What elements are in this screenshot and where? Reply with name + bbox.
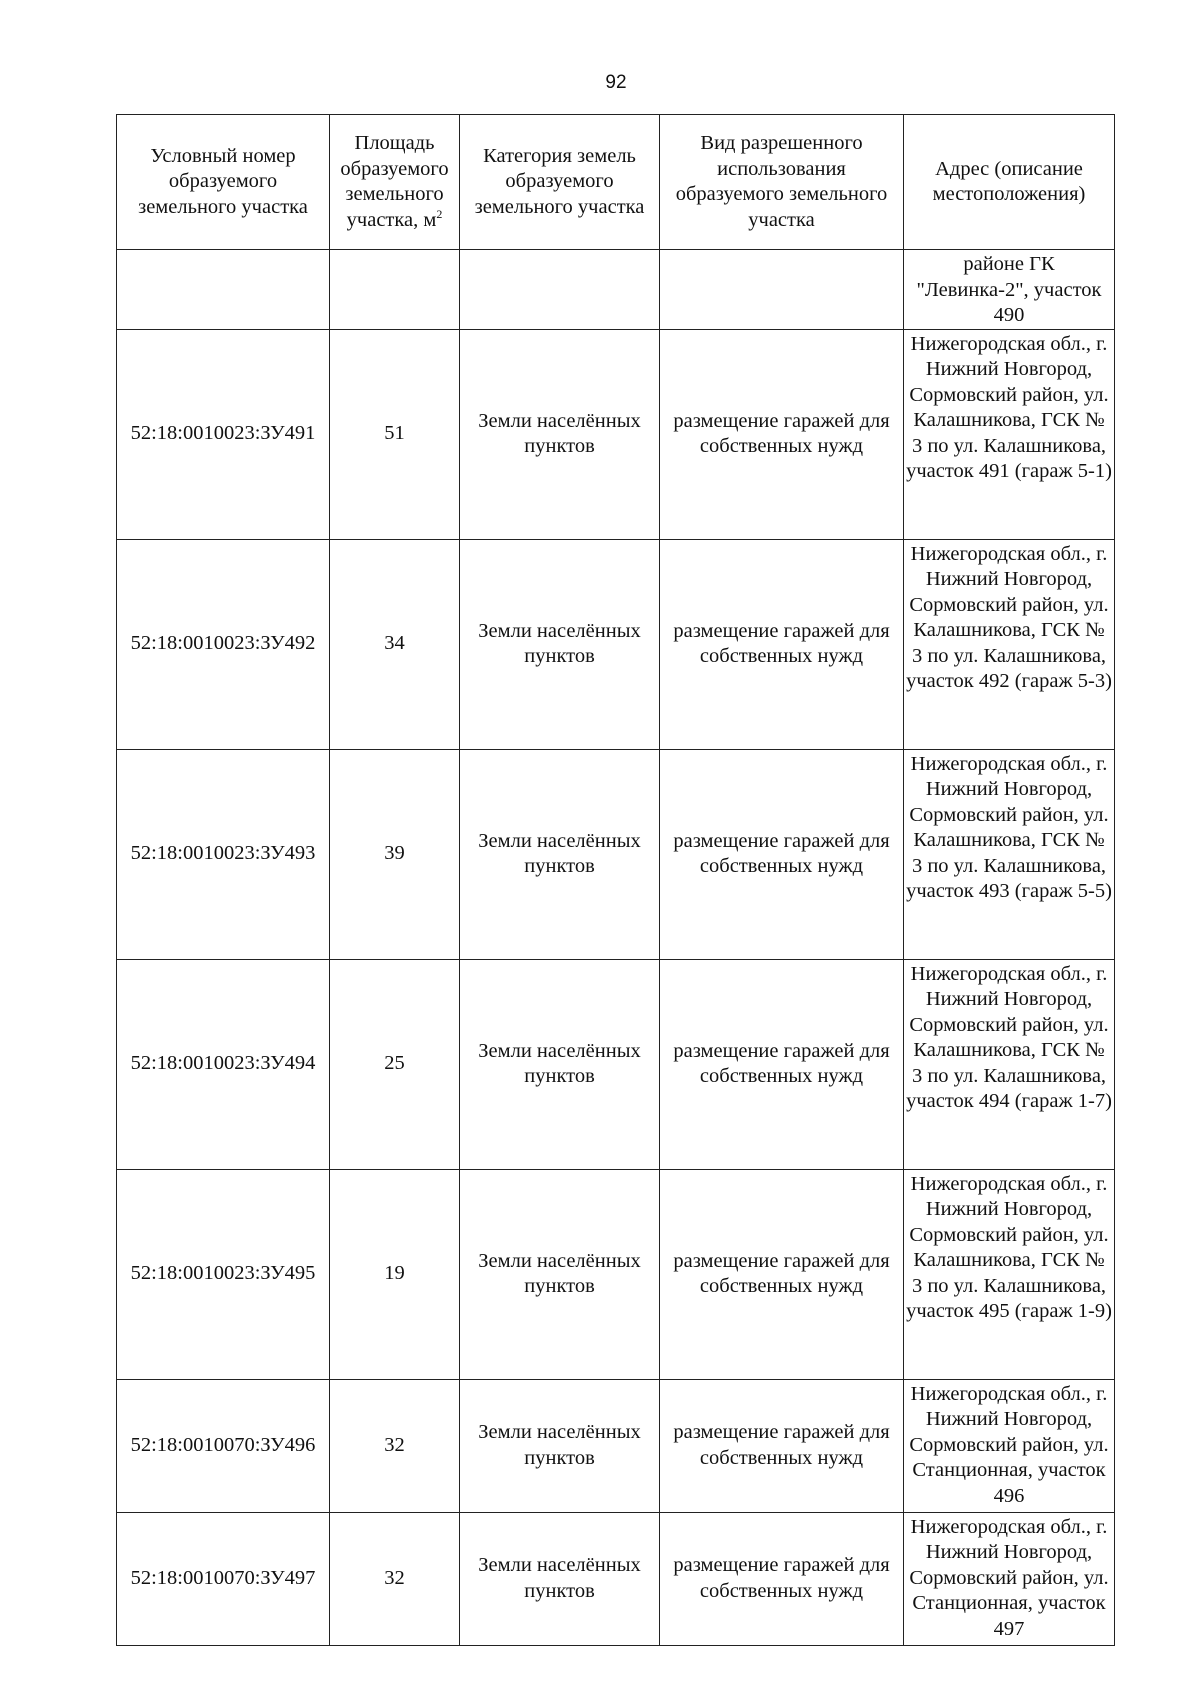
header-permitted-use: Вид разрешенного использования образуемого земельного участка [660,115,904,250]
table-row [117,539,1115,749]
cell-land-category: Земли населённых пунктов [460,1169,660,1379]
header-plot-area [330,115,460,250]
cell-plot-number: 52:18:0010023:ЗУ492 [117,539,330,749]
cell-permitted-use: размещение гаражей для собственных нужд [660,749,904,959]
cell-land-category: Земли населённых пунктов [460,749,660,959]
cell-plot-number [117,250,330,330]
cell-permitted-use: размещение гаражей для собственных нужд [660,539,904,749]
header-area-unit-superscript: 2 [436,206,443,221]
cell-plot-number: 52:18:0010023:ЗУ495 [117,1169,330,1379]
table-row [117,749,1115,959]
table-row [117,329,1115,539]
cell-plot-number: 52:18:0010023:ЗУ494 [117,959,330,1169]
cell-address: районе ГК "Левинка-2", участок 490 [904,250,1115,330]
table-row [117,1169,1115,1379]
table-row [117,1379,1115,1512]
cell-permitted-use: размещение гаражей для собственных нужд [660,959,904,1169]
cell-plot-area: 34 [330,539,460,749]
cell-plot-number: 52:18:0010023:ЗУ491 [117,329,330,539]
cell-plot-area: 32 [330,1512,460,1645]
cell-permitted-use: размещение гаражей для собственных нужд [660,329,904,539]
cell-address: Нижегородская обл., г. Нижний Новгород, Сормовский район, ул. Станционная, участок 497 [904,1512,1115,1645]
cell-land-category: Земли населённых пунктов [460,1512,660,1645]
header-address: Адрес (описание местоположения) [904,115,1115,250]
cell-permitted-use [660,250,904,330]
cell-address: Нижегородская обл., г. Нижний Новгород, Сормовский район, ул. Станционная, участок 496 [904,1379,1115,1512]
cell-plot-number: 52:18:0010070:ЗУ496 [117,1379,330,1512]
cell-plot-area: 51 [330,329,460,539]
table-row [117,1512,1115,1645]
cell-land-category: Земли населённых пунктов [460,539,660,749]
cell-plot-area: 39 [330,749,460,959]
header-plot-number: Условный номер образуемого земельного участка [117,115,330,250]
cell-address: Нижегородская обл., г. Нижний Новгород, Сормовский район, ул. Калашникова, ГСК № 3 по ул. Калашникова, участок 492 (гараж 5-3) [904,539,1115,749]
cell-plot-area: 32 [330,1379,460,1512]
table-row [117,959,1115,1169]
cell-land-category: Земли населённых пунктов [460,959,660,1169]
table-row-continuation [117,250,1115,330]
cell-address: Нижегородская обл., г. Нижний Новгород, Сормовский район, ул. Калашникова, ГСК № 3 по ул. Калашникова, участок 494 (гараж 1-7) [904,959,1115,1169]
cell-land-category [460,250,660,330]
cell-plot-number: 52:18:0010023:ЗУ493 [117,749,330,959]
table-header-row [117,115,1115,250]
cell-plot-area [330,250,460,330]
cell-address: Нижегородская обл., г. Нижний Новгород, Сормовский район, ул. Калашникова, ГСК № 3 по ул. Калашникова, участок 491 (гараж 5-1) [904,329,1115,539]
cell-land-category: Земли населённых пунктов [460,329,660,539]
cell-plot-area: 25 [330,959,460,1169]
header-land-category: Категория земель образуемого земельного участка [460,115,660,250]
header-plot-area-label: Площадь образуемого земельного участка, м [340,132,449,231]
cell-land-category: Земли населённых пунктов [460,1379,660,1512]
cell-address: Нижегородская обл., г. Нижний Новгород, Сормовский район, ул. Калашникова, ГСК № 3 по ул. Калашникова, участок 493 (гараж 5-5) [904,749,1115,959]
cell-plot-number: 52:18:0010070:ЗУ497 [117,1512,330,1645]
cell-plot-area: 19 [330,1169,460,1379]
land-plots-table [116,114,1115,1646]
cell-permitted-use: размещение гаражей для собственных нужд [660,1379,904,1512]
cell-address: Нижегородская обл., г. Нижний Новгород, Сормовский район, ул. Калашникова, ГСК № 3 по ул. Калашникова, участок 495 (гараж 1-9) [904,1169,1115,1379]
cell-permitted-use: размещение гаражей для собственных нужд [660,1169,904,1379]
cell-permitted-use: размещение гаражей для собственных нужд [660,1512,904,1645]
page-number: 92 [605,72,627,93]
